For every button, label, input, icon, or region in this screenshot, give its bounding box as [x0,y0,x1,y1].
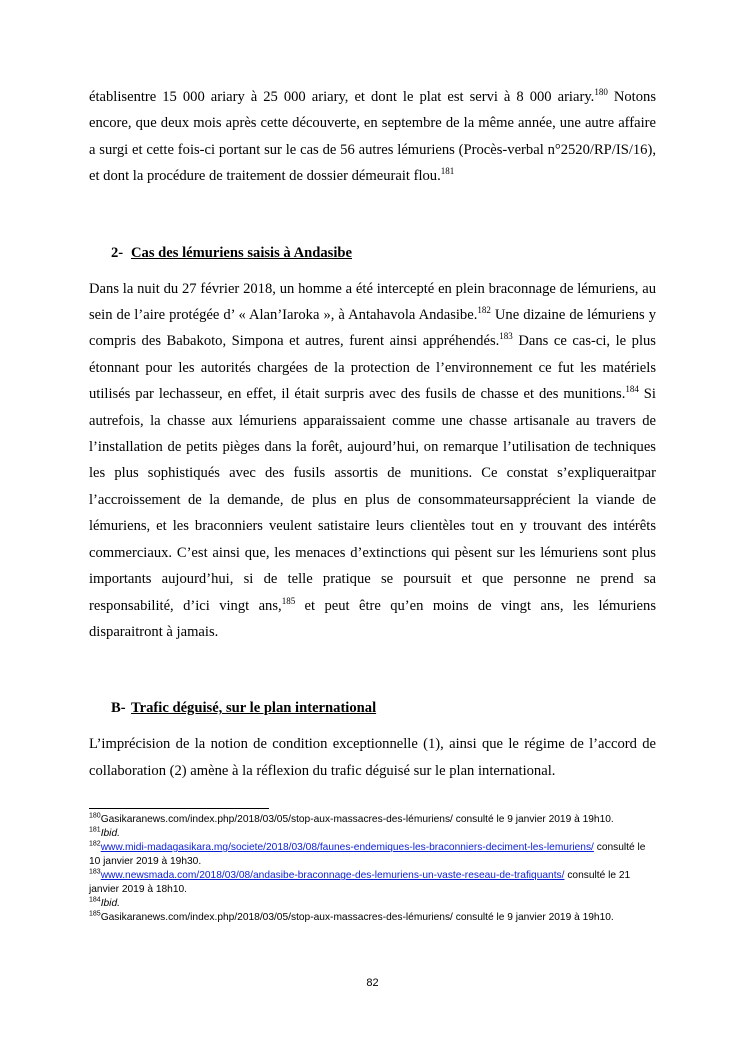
footnote-ref-180[interactable]: 180 [594,87,608,98]
section-number: B- [111,700,126,717]
footnote-text: Ibid. [100,898,120,910]
footnote-text: Gasikaranews.com/index.php/2018/03/05/stop-aux-massacres-des-lémuriens/ consulté le 9 janvier 2019 à 19h10. [100,912,614,924]
footnote-185 [89,911,656,925]
section-number: 2- [111,244,124,261]
footnote-link[interactable]: www.midi-madagasikara.mg/societe/2018/03/08/faunes-endemiques-les-braconniers-deciment-les-lemuriens/ [100,842,594,854]
footnote-180 [89,813,656,827]
page-number: 82 [366,977,379,989]
paragraph-2 [89,276,656,646]
footnotes [89,813,656,925]
footnote-ref-182[interactable]: 182 [477,305,491,316]
footnote-number: 183 [89,868,101,876]
footnote-number: 184 [89,896,101,904]
paragraph-2-text-a: Dans la nuit du 27 février 2018, un homme a été intercepté en plein braconnage de lémuriens, au sein de l’aire protégée d’ « Alan’Iaroka », à Antahavola Andasibe. [89,280,656,324]
paragraph-2-text-d: Si autrefois, la chasse aux lémuriens apparaissaient comme une chasse artisanale au travers de l’installation de petits pièges dans la forêt, aujourd’hui, on remarque l’utilisation de techniques les plus sophistiqués avec des fusils assortis de munitions. Ce constat s’expliqueraitpar l’accroissement de la demande, de plus en plus de consommateursapprécient la viande de lémuriens, et les braconniers veulent satistaire leurs clientèles tout en y trouvant des intérêts commerciaux. C’est ainsi que, les menaces d’extinctions qui pèsent sur les lémuriens sont plus importants aujourd’hui, si de telle pratique se poursuit et que personne ne prend sa responsabilité, d’ici vingt ans, [89,386,656,614]
footnote-divider [89,808,269,809]
footnote-number: 185 [89,910,101,918]
footnote-text: Ibid. [100,828,120,840]
section-heading-b [89,695,656,721]
paragraph-1 [89,84,656,190]
footnote-number: 181 [89,826,101,834]
footnote-ref-181[interactable]: 181 [440,166,455,177]
paragraph-3: L’imprécision de la notion de condition exceptionnelle (1), ainsi que le régime de l’accord de collaboration (2) amène à la réflexion du trafic déguisé sur le plan international. [89,736,656,779]
footnote-181 [89,827,656,841]
footnote-182 [89,841,656,869]
paragraph-2-text-c: Dans ce cas-ci, le plus étonnant pour les autorités chargées de la protection de l’environnement ce fut les matériels utilisés par lechasseur, en effet, il était surpris avec des fusils de chasse et des munitions. [89,333,656,403]
footnote-ref-183[interactable]: 183 [499,331,513,342]
footnote-text: consulté le 21 janvier 2019 à 18h10. [89,870,631,896]
footnote-number: 182 [89,840,101,848]
footnote-text: Gasikaranews.com/index.php/2018/03/05/stop-aux-massacres-des-lémuriens/ consulté le 9 janvier 2019 à 19h10. [100,814,614,826]
footnote-number: 180 [89,812,101,820]
footnote-link[interactable]: www.newsmada.com/2018/03/08/andasibe-braconnage-des-lemuriens-un-vaste-reseau-de-trafiquants/ [100,870,565,882]
footnote-ref-184[interactable]: 184 [625,384,639,395]
paragraph-1-text-a: établisentre 15 000 ariary à 25 000 ariary, et dont le plat est servi à 8 000 ariary. [89,89,595,105]
footnote-text: consulté le 10 janvier 2019 à 19h30. [89,842,646,868]
paragraph-2-text-e: et peut être qu’en moins de vingt ans, les lémuriens disparaitront à jamais. [89,597,657,640]
paragraph-2-text-b: Une dizaine de lémuriens y compris des Babakoto, Simpona et autres, furent ainsi appréhendés. [89,307,656,350]
section-title: Cas des lémuriens saisis à Andasibe [131,244,352,261]
footnote-184 [89,897,656,911]
footnote-ref-185[interactable]: 185 [281,595,296,606]
footnote-183 [89,869,656,897]
section-title: Trafic déguisé, sur le plan international [131,700,377,717]
page-content [89,84,656,925]
section-heading-2 [89,240,656,266]
paragraph-1-text-b: Notons encore, que deux mois après cette découverte, en septembre de la même année, une autre affaire a surgi et cette fois-ci portant sur le cas de 56 autres lémuriens (Procès-verbal n°2520/RP/IS/16), et dont la procédure de traitement de dossier démeurait flou. [89,89,656,185]
